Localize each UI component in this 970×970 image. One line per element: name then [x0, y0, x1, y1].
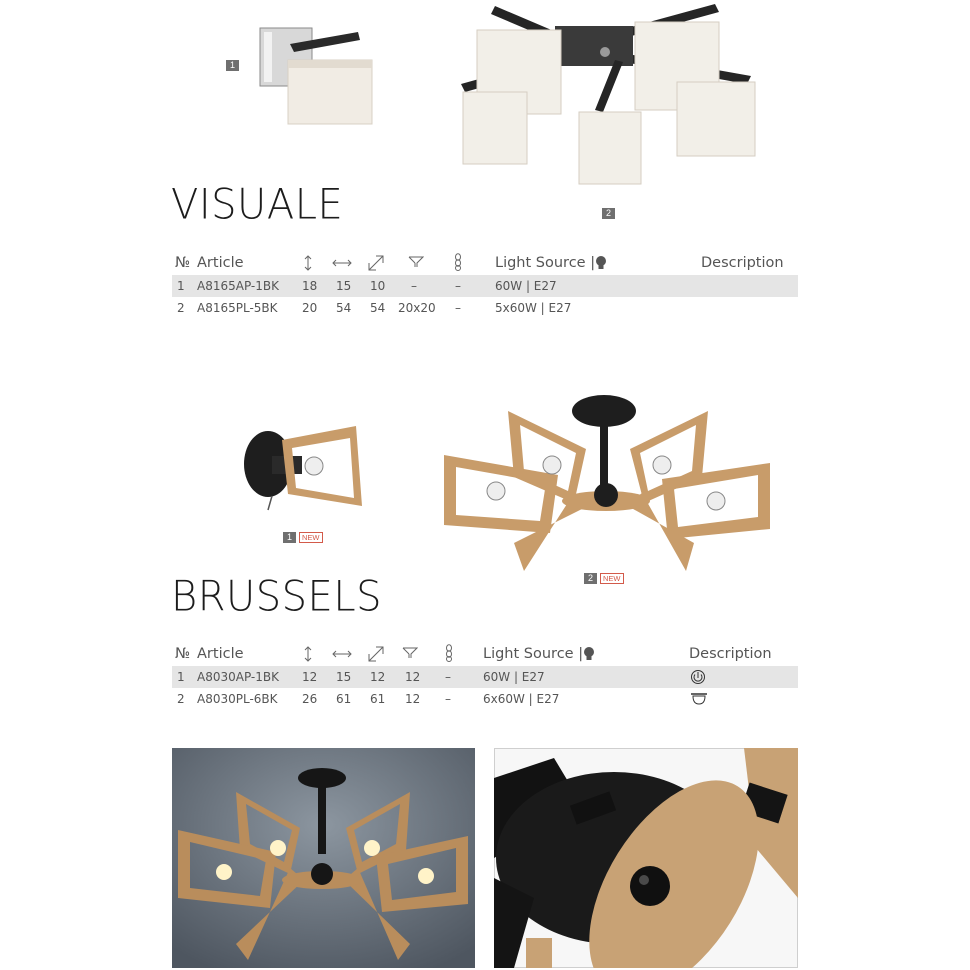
col-description-header: Description — [701, 255, 784, 271]
canopy-value: – — [411, 279, 417, 293]
brussels-ceiling-lamp-image — [440, 393, 775, 573]
article-code: A8030PL-6BK — [197, 692, 278, 706]
canopy-value: 12 — [405, 670, 421, 684]
table-row — [172, 688, 798, 710]
row-number: 1 — [177, 279, 185, 293]
row-number: 1 — [177, 670, 185, 684]
chain-value: – — [445, 670, 451, 684]
length-icon — [332, 648, 352, 660]
bulb-icon — [595, 255, 607, 271]
brussels-wall-lamp-image — [238, 420, 370, 520]
diameter-icon — [368, 255, 384, 271]
spec-table — [172, 251, 798, 319]
brussels-detail-photo — [494, 748, 798, 968]
height-icon — [302, 255, 314, 271]
height-value: 12 — [302, 670, 318, 684]
row-number: 2 — [177, 301, 185, 315]
image-number-badge: 2 — [584, 573, 597, 584]
light-source-value: 5x60W | E27 — [495, 301, 572, 315]
diameter-icon — [368, 646, 384, 662]
diameter-value: 10 — [370, 279, 386, 293]
chain-icon — [454, 253, 462, 271]
spec-table-header — [172, 251, 798, 275]
chain-value: – — [455, 301, 461, 315]
article-code: A8165PL-5BK — [197, 301, 278, 315]
diameter-value: 61 — [370, 692, 386, 706]
height-value: 18 — [302, 279, 318, 293]
canopy-icon — [408, 256, 424, 268]
col-light-source-header: Light Source | — [483, 646, 584, 662]
article-code: A8165AP-1BK — [197, 279, 279, 293]
ceiling-mount-icon — [690, 692, 708, 706]
table-row — [172, 297, 798, 319]
light-source-value: 60W | E27 — [495, 279, 557, 293]
visuale-ceiling-lamp-image — [455, 0, 760, 195]
light-source-value: 60W | E27 — [483, 670, 545, 684]
diameter-value: 54 — [370, 301, 386, 315]
brussels-room-photo — [172, 748, 475, 968]
spec-table-header — [172, 642, 798, 666]
chain-value: – — [455, 279, 461, 293]
diameter-value: 12 — [370, 670, 386, 684]
length-value: 15 — [336, 279, 352, 293]
height-icon — [302, 646, 314, 662]
image-number-badge: 2 — [602, 208, 615, 219]
length-value: 54 — [336, 301, 352, 315]
light-source-value: 6x60W | E27 — [483, 692, 560, 706]
col-article-header: Article — [197, 255, 244, 271]
table-row — [172, 666, 798, 688]
canopy-value: 20x20 — [398, 301, 436, 315]
product-title: VISUALE — [171, 180, 344, 230]
canopy-icon — [402, 647, 418, 659]
chain-icon — [445, 644, 453, 662]
switch-icon — [690, 669, 706, 685]
chain-value: – — [445, 692, 451, 706]
image-number-badge: 1 — [283, 532, 296, 543]
col-number-header: № — [175, 255, 191, 271]
length-value: 15 — [336, 670, 352, 684]
col-article-header: Article — [197, 646, 244, 662]
new-tag: NEW — [600, 573, 624, 584]
visuale-wall-lamp-image — [250, 20, 380, 130]
article-code: A8030AP-1BK — [197, 670, 279, 684]
row-number: 2 — [177, 692, 185, 706]
height-value: 20 — [302, 301, 318, 315]
length-icon — [332, 257, 352, 269]
bulb-icon — [583, 646, 595, 662]
canopy-value: 12 — [405, 692, 421, 706]
length-value: 61 — [336, 692, 352, 706]
col-description-header: Description — [689, 646, 772, 662]
new-tag: NEW — [299, 532, 323, 543]
col-number-header: № — [175, 646, 191, 662]
col-light-source-header: Light Source | — [495, 255, 596, 271]
table-row — [172, 275, 798, 297]
spec-table — [172, 642, 798, 710]
product-title: BRUSSELS — [171, 572, 382, 622]
image-number-badge: 1 — [226, 60, 239, 71]
height-value: 26 — [302, 692, 318, 706]
